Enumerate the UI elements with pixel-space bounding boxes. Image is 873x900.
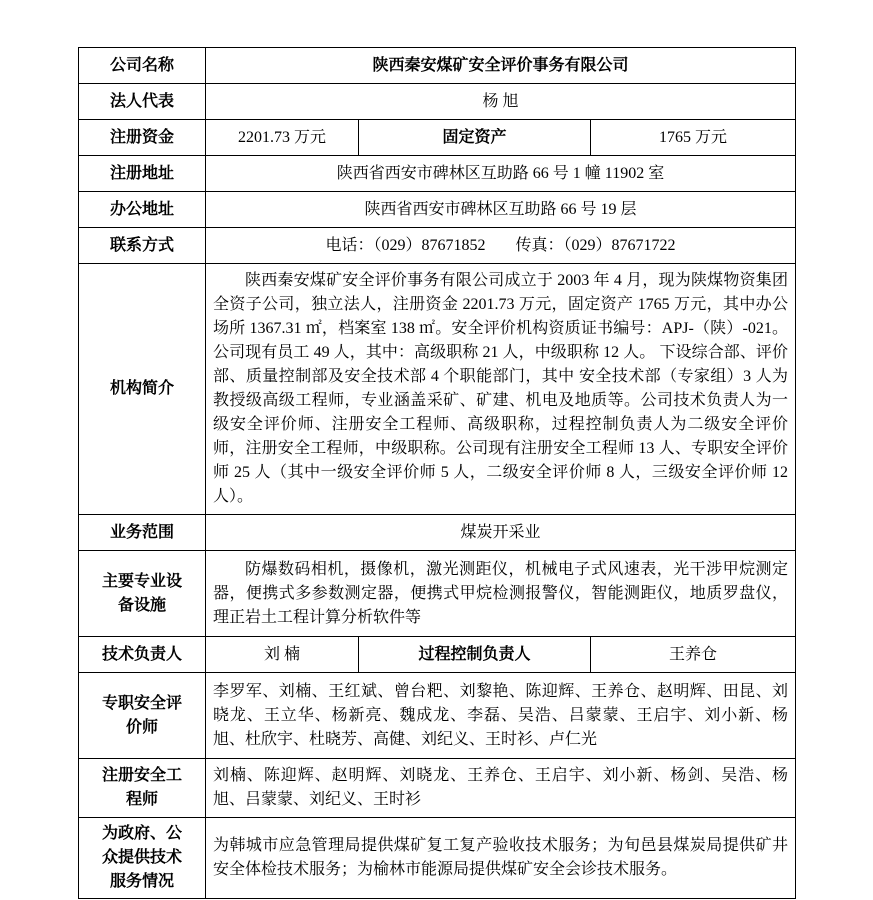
intro-value: 陕西秦安煤矿安全评价事务有限公司成立于 2003 年 4 月，现为陕煤物资集团全资子公司，独立法人，注册资金 2201.73 万元，固定资产 1765 万元，其中办公场所 1367.31 ㎡，档案室 138 ㎡。安全评价机构资质证书编号：APJ-（陕）-021。公司现有员工 49 人，其中：高级职称 21 人，中级职称 12 人。 下设综合部、评价部、质量控制部及安全技术部 4 个职能部门，其中 安全技术部（专家组）3 人为教授级高级工程师，专业涵盖采矿、矿建、机电及地质等。公司技术负责人为一级安全评价师、注册安全工程师、高级职称，过程控制负责人为二级安全评价师，注册安全工程师，中级职称。公司现有注册安全工程师 13 人、专职安全评价师 25 人（其中一级安全评价师 5 人，二级安全评价师 8 人，三级安全评价师 12 人）。: [206, 264, 796, 515]
row-engineers: [79, 759, 796, 818]
intro-label: 机构简介: [79, 264, 206, 515]
evaluators-value: 李罗军、刘楠、王红斌、曾台粑、刘黎艳、陈迎辉、王养仓、赵明辉、田昆、刘晓龙、王立华、杨新亮、魏成龙、李磊、吴浩、吕蒙蒙、王启宇、刘小新、杨旭、杜欣宇、杜晓芳、高健、刘纪义、王时衫、卢仁光: [206, 673, 796, 759]
row-registered-address: [79, 156, 796, 192]
office-address-label: 办公地址: [79, 192, 206, 228]
engineers-label: 注册安全工程师: [79, 759, 206, 818]
company-name-value: 陕西秦安煤矿安全评价事务有限公司: [206, 48, 796, 84]
row-registered-capital: [79, 120, 796, 156]
business-scope-value: 煤炭开采业: [206, 515, 796, 551]
row-company-name: [79, 48, 796, 84]
row-equipment: [79, 551, 796, 637]
tech-director-label: 技术负责人: [79, 637, 206, 673]
legal-rep-label: 法人代表: [79, 84, 206, 120]
equipment-value: 防爆数码相机，摄像机，激光测距仪，机械电子式风速表，光干涉甲烷测定器，便携式多参数测定器，便携式甲烷检测报警仪，智能测距仪，地质罗盘仪，理正岩土工程计算分析软件等: [206, 551, 796, 637]
registered-address-value: 陕西省西安市碑林区互助路 66 号 1 幢 11902 室: [206, 156, 796, 192]
company-profile-document: [78, 47, 796, 899]
office-address-value: 陕西省西安市碑林区互助路 66 号 19 层: [206, 192, 796, 228]
process-control-label: 过程控制负责人: [359, 637, 591, 673]
row-contact: [79, 228, 796, 264]
registered-capital-value: 2201.73 万元: [206, 120, 359, 156]
engineers-value: 刘楠、陈迎辉、赵明辉、刘晓龙、王养仓、王启宇、刘小新、杨剑、吴浩、杨旭、吕蒙蒙、刘纪义、王时衫: [206, 759, 796, 818]
evaluators-label: 专职安全评价师: [79, 673, 206, 759]
row-business-scope: [79, 515, 796, 551]
process-control-value: 王养仓: [591, 637, 796, 673]
fixed-assets-label: 固定资产: [359, 120, 591, 156]
company-name-label: 公司名称: [79, 48, 206, 84]
equipment-label: 主要专业设备设施: [79, 551, 206, 637]
gov-service-label: 为政府、公众提供技术服务情况: [79, 818, 206, 899]
registered-address-label: 注册地址: [79, 156, 206, 192]
row-office-address: [79, 192, 796, 228]
company-info-table: [78, 47, 796, 899]
row-legal-rep: [79, 84, 796, 120]
contact-value: [206, 228, 796, 264]
contact-phone: 电话：（029）87671852: [325, 236, 486, 254]
business-scope-label: 业务范围: [79, 515, 206, 551]
gov-service-value: 为韩城市应急管理局提供煤矿复工复产验收技术服务；为旬邑县煤炭局提供矿井安全体检技术服务；为榆林市能源局提供煤矿安全会诊技术服务。: [206, 818, 796, 899]
tech-director-value: 刘 楠: [206, 637, 359, 673]
contact-fax: 传真：（029）87671722: [515, 236, 676, 254]
contact-label: 联系方式: [79, 228, 206, 264]
registered-capital-label: 注册资金: [79, 120, 206, 156]
row-intro: [79, 264, 796, 515]
row-tech-director: [79, 637, 796, 673]
row-evaluators: [79, 673, 796, 759]
row-gov-service: [79, 818, 796, 899]
legal-rep-value: 杨 旭: [206, 84, 796, 120]
fixed-assets-value: 1765 万元: [591, 120, 796, 156]
